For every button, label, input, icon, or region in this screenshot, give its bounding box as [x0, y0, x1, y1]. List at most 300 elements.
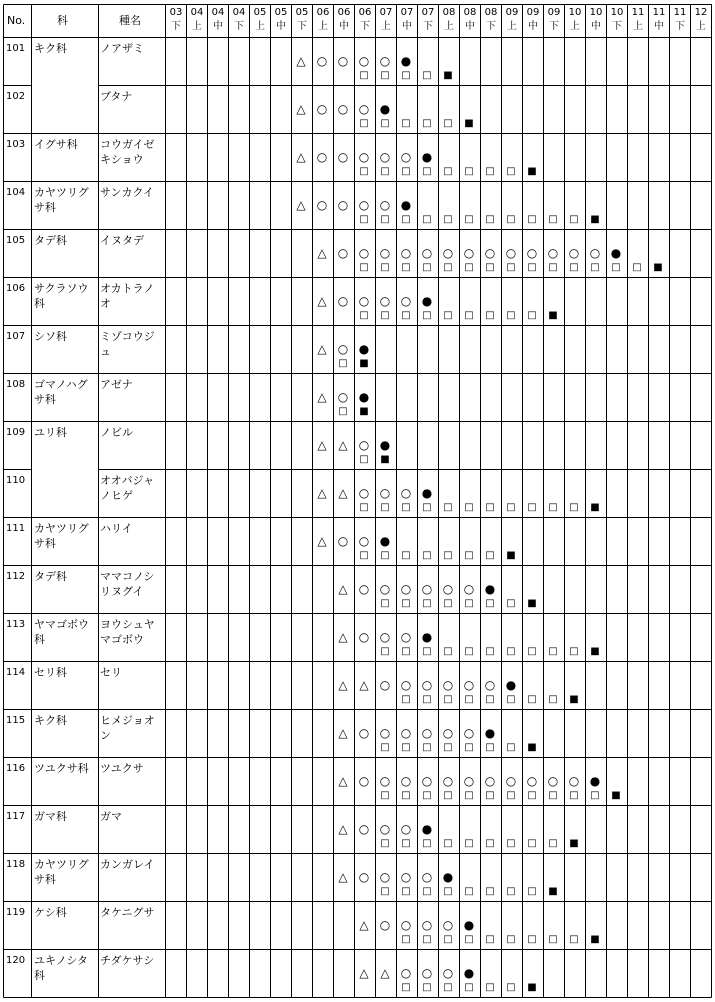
status-square: □: [443, 838, 453, 849]
row-no: 107: [6, 331, 26, 342]
row-family: ケシ科: [34, 906, 67, 919]
status-square: □: [443, 310, 453, 321]
row-species: セリ: [100, 666, 122, 679]
header-period-23: 中: [654, 21, 664, 32]
status-square: □: [422, 166, 432, 177]
status-square: □: [401, 598, 411, 609]
row-species: チダケサシ: [100, 954, 155, 967]
header-month-11: 07: [400, 7, 414, 18]
status-mark: ●: [610, 246, 622, 260]
row-species: タケニグサ: [100, 906, 155, 919]
status-mark: ○: [337, 534, 349, 548]
row-no: 120: [6, 955, 26, 966]
status-mark: ○: [358, 870, 370, 884]
status-mark: ○: [358, 198, 370, 212]
header-month-13: 08: [442, 7, 456, 18]
status-square: □: [401, 550, 411, 561]
status-square: □: [527, 214, 537, 225]
row-family: カヤツリグサ科: [34, 186, 89, 214]
row-family: タデ科: [34, 570, 67, 583]
status-mark: △: [338, 678, 348, 692]
status-square: □: [401, 886, 411, 897]
status-square: □: [443, 790, 453, 801]
status-mark: △: [338, 726, 348, 740]
status-mark: ○: [400, 486, 412, 500]
status-mark: ●: [421, 822, 433, 836]
status-square: □: [569, 214, 579, 225]
row-no: 114: [6, 667, 26, 678]
status-square: □: [506, 166, 516, 177]
status-mark: ○: [400, 726, 412, 740]
status-square: □: [401, 502, 411, 513]
status-mark: ○: [421, 678, 433, 692]
status-square: ■: [590, 934, 600, 945]
status-mark: △: [296, 54, 306, 68]
status-square: □: [485, 646, 495, 657]
status-square: □: [401, 742, 411, 753]
row-no: 116: [6, 763, 26, 774]
status-square: □: [485, 934, 495, 945]
status-square: □: [380, 598, 390, 609]
status-mark: ○: [379, 198, 391, 212]
header-month-12: 07: [421, 7, 435, 18]
status-mark: ○: [379, 54, 391, 68]
header-month-6: 05: [295, 7, 309, 18]
row-family: タデ科: [34, 234, 67, 247]
status-square: □: [422, 70, 432, 81]
status-square: □: [548, 838, 558, 849]
status-square: □: [485, 214, 495, 225]
status-mark: ●: [463, 918, 475, 932]
status-square: □: [422, 790, 432, 801]
status-mark: ●: [589, 774, 601, 788]
status-square: □: [443, 598, 453, 609]
status-mark: ○: [400, 870, 412, 884]
header-period-15: 下: [486, 21, 496, 32]
header-period-12: 下: [423, 21, 433, 32]
status-mark: △: [338, 822, 348, 836]
status-square: ■: [527, 166, 537, 177]
status-mark: ○: [442, 582, 454, 596]
status-square: □: [485, 982, 495, 993]
status-square: □: [422, 310, 432, 321]
status-square: ■: [653, 262, 663, 273]
status-square: □: [464, 934, 474, 945]
status-square: □: [359, 550, 369, 561]
status-square: □: [464, 214, 474, 225]
header-period-10: 上: [381, 21, 391, 32]
header-month-20: 10: [589, 7, 603, 18]
status-square: □: [443, 694, 453, 705]
status-square: ■: [590, 646, 600, 657]
status-square: □: [443, 886, 453, 897]
row-no: 110: [6, 475, 26, 486]
row-family: カヤツリグサ科: [34, 522, 89, 550]
status-square: □: [464, 502, 474, 513]
status-mark: ○: [379, 726, 391, 740]
status-square: □: [569, 502, 579, 513]
status-mark: ○: [379, 822, 391, 836]
status-mark: ○: [421, 918, 433, 932]
status-mark: ○: [400, 630, 412, 644]
status-mark: ○: [463, 726, 475, 740]
status-mark: ●: [379, 534, 391, 548]
status-mark: ○: [421, 774, 433, 788]
status-square: □: [548, 694, 558, 705]
status-mark: ○: [358, 822, 370, 836]
status-square: □: [422, 598, 432, 609]
header-period-25: 上: [696, 21, 706, 32]
status-square: ■: [506, 550, 516, 561]
status-mark: ○: [379, 582, 391, 596]
status-square: □: [380, 838, 390, 849]
header-period-22: 上: [633, 21, 643, 32]
status-mark: ○: [421, 870, 433, 884]
row-family: キク科: [34, 42, 67, 55]
status-mark: ○: [400, 150, 412, 164]
status-square: □: [569, 790, 579, 801]
status-square: □: [401, 166, 411, 177]
status-square: □: [527, 502, 537, 513]
status-mark: △: [359, 678, 369, 692]
status-mark: ○: [358, 534, 370, 548]
status-square: □: [485, 166, 495, 177]
status-mark: ○: [442, 726, 454, 740]
status-mark: ○: [421, 966, 433, 980]
header-month-24: 11: [673, 7, 687, 18]
status-mark: ○: [400, 246, 412, 260]
header-period-9: 下: [360, 21, 370, 32]
status-square: □: [464, 694, 474, 705]
status-square: □: [464, 982, 474, 993]
status-mark: ○: [358, 774, 370, 788]
row-species: ガマ: [100, 810, 122, 823]
status-mark: △: [338, 438, 348, 452]
status-mark: △: [338, 486, 348, 500]
status-square: □: [464, 598, 474, 609]
row-species: ハリイ: [100, 522, 133, 535]
status-square: □: [422, 934, 432, 945]
header-period-19: 上: [570, 21, 580, 32]
row-no: 104: [6, 187, 26, 198]
status-square: □: [401, 310, 411, 321]
status-square: □: [527, 646, 537, 657]
status-mark: ○: [484, 678, 496, 692]
row-species: ノビル: [100, 426, 133, 439]
status-mark: ●: [484, 726, 496, 740]
row-species: ツユクサ: [100, 762, 144, 775]
status-square: □: [359, 454, 369, 465]
status-square: □: [380, 550, 390, 561]
header-month-4: 05: [253, 7, 267, 18]
status-square: □: [464, 646, 474, 657]
status-square: □: [485, 742, 495, 753]
status-square: ■: [359, 406, 369, 417]
header-period-20: 中: [591, 21, 601, 32]
row-species: オオバジャノヒゲ: [100, 474, 155, 502]
status-mark: ○: [442, 246, 454, 260]
status-square: □: [443, 742, 453, 753]
header-month-5: 05: [274, 7, 288, 18]
row-no: 101: [6, 43, 26, 54]
status-mark: ○: [358, 246, 370, 260]
status-square: □: [401, 262, 411, 273]
status-mark: △: [317, 438, 327, 452]
status-square: □: [485, 886, 495, 897]
status-square: □: [527, 310, 537, 321]
header-month-23: 11: [652, 7, 666, 18]
header-period-3: 下: [234, 21, 244, 32]
status-square: □: [359, 310, 369, 321]
status-square: □: [443, 646, 453, 657]
status-square: □: [485, 838, 495, 849]
status-square: □: [422, 646, 432, 657]
header-period-21: 下: [612, 21, 622, 32]
header-species: 種名: [119, 14, 141, 27]
status-square: □: [506, 982, 516, 993]
status-mark: △: [338, 582, 348, 596]
status-mark: ○: [358, 150, 370, 164]
row-species: ミゾコウジュ: [100, 330, 155, 358]
status-mark: ●: [505, 678, 517, 692]
status-square: □: [338, 406, 348, 417]
status-mark: ○: [421, 582, 433, 596]
status-square: □: [359, 166, 369, 177]
status-square: □: [380, 70, 390, 81]
status-square: □: [422, 502, 432, 513]
status-mark: ○: [379, 678, 391, 692]
status-square: □: [527, 886, 537, 897]
status-square: □: [359, 70, 369, 81]
status-mark: ○: [463, 582, 475, 596]
row-family: ガマ科: [34, 810, 67, 823]
row-no: 108: [6, 379, 26, 390]
header-month-25: 12: [694, 7, 708, 18]
status-square: □: [590, 790, 600, 801]
status-square: □: [506, 742, 516, 753]
row-family: サクラソウ科: [34, 282, 89, 310]
header-month-3: 04: [232, 7, 246, 18]
header-month-21: 10: [610, 7, 624, 18]
status-square: □: [485, 550, 495, 561]
status-square: □: [401, 838, 411, 849]
status-square: □: [359, 214, 369, 225]
header-period-6: 下: [297, 21, 307, 32]
row-species: カンガレイ: [100, 858, 155, 871]
status-square: □: [506, 214, 516, 225]
status-square: □: [506, 934, 516, 945]
status-square: □: [569, 262, 579, 273]
status-mark: △: [317, 534, 327, 548]
status-mark: ○: [547, 246, 559, 260]
status-square: □: [401, 790, 411, 801]
header-period-1: 上: [192, 21, 202, 32]
status-square: □: [422, 550, 432, 561]
status-square: ■: [380, 454, 390, 465]
status-mark: ●: [379, 102, 391, 116]
row-family: シソ科: [34, 330, 67, 343]
status-mark: ●: [463, 966, 475, 980]
status-square: □: [380, 790, 390, 801]
header-month-10: 07: [379, 7, 393, 18]
header-period-13: 上: [444, 21, 454, 32]
header-period-11: 中: [402, 21, 412, 32]
status-mark: ○: [358, 726, 370, 740]
status-square: □: [443, 166, 453, 177]
status-mark: △: [296, 150, 306, 164]
header-month-15: 08: [484, 7, 498, 18]
status-square: ■: [464, 118, 474, 129]
status-mark: △: [317, 390, 327, 404]
status-square: □: [506, 838, 516, 849]
status-square: □: [380, 646, 390, 657]
header-no: No.: [7, 14, 26, 27]
header-period-14: 中: [465, 21, 475, 32]
row-no: 118: [6, 859, 26, 870]
status-mark: △: [317, 246, 327, 260]
status-square: □: [527, 838, 537, 849]
row-family: ヤマゴボウ科: [34, 618, 89, 646]
status-mark: ○: [379, 630, 391, 644]
header-month-7: 06: [316, 7, 330, 18]
status-square: □: [401, 70, 411, 81]
row-family: セリ科: [34, 666, 67, 679]
status-square: □: [422, 694, 432, 705]
status-square: □: [569, 646, 579, 657]
header-period-0: 下: [171, 21, 181, 32]
status-square: ■: [548, 886, 558, 897]
status-square: □: [359, 502, 369, 513]
status-square: □: [359, 118, 369, 129]
status-square: □: [401, 646, 411, 657]
status-mark: ○: [442, 678, 454, 692]
status-mark: ○: [463, 678, 475, 692]
status-square: □: [464, 838, 474, 849]
row-family: ユキノシタ科: [34, 954, 88, 982]
row-no: 111: [6, 523, 26, 534]
status-mark: ○: [337, 246, 349, 260]
header-month-22: 11: [631, 7, 645, 18]
status-square: ■: [548, 310, 558, 321]
header-month-9: 06: [358, 7, 372, 18]
status-mark: ○: [337, 102, 349, 116]
row-no: 115: [6, 715, 26, 726]
status-mark: ○: [337, 294, 349, 308]
status-square: □: [506, 694, 516, 705]
status-square: □: [380, 118, 390, 129]
status-square: ■: [611, 790, 621, 801]
status-mark: ●: [400, 198, 412, 212]
status-square: ■: [527, 742, 537, 753]
status-mark: △: [317, 294, 327, 308]
row-species: アゼナ: [100, 378, 133, 391]
status-mark: ●: [400, 54, 412, 68]
row-no: 106: [6, 283, 26, 294]
status-mark: ○: [442, 918, 454, 932]
status-mark: ○: [358, 630, 370, 644]
status-mark: △: [338, 774, 348, 788]
status-square: □: [485, 790, 495, 801]
status-square: □: [590, 262, 600, 273]
header-month-0: 03: [169, 7, 183, 18]
status-mark: ○: [379, 486, 391, 500]
status-mark: ○: [337, 150, 349, 164]
status-square: □: [485, 694, 495, 705]
header-period-5: 中: [276, 21, 286, 32]
header-month-8: 06: [337, 7, 351, 18]
status-mark: △: [359, 966, 369, 980]
status-mark: ○: [379, 294, 391, 308]
status-mark: ○: [463, 774, 475, 788]
status-square: □: [506, 598, 516, 609]
status-square: □: [443, 550, 453, 561]
status-mark: ○: [379, 918, 391, 932]
status-square: □: [506, 310, 516, 321]
status-square: □: [485, 502, 495, 513]
status-mark: ○: [358, 294, 370, 308]
status-square: □: [527, 262, 537, 273]
status-mark: ○: [316, 150, 328, 164]
status-mark: ○: [379, 246, 391, 260]
status-mark: ○: [589, 246, 601, 260]
status-square: □: [422, 262, 432, 273]
status-mark: △: [338, 630, 348, 644]
status-mark: ●: [358, 390, 370, 404]
status-square: □: [548, 262, 558, 273]
status-square: □: [548, 790, 558, 801]
status-mark: ○: [463, 246, 475, 260]
status-square: □: [422, 214, 432, 225]
status-square: □: [401, 118, 411, 129]
status-mark: ○: [358, 438, 370, 452]
status-square: ■: [590, 502, 600, 513]
status-square: ■: [569, 838, 579, 849]
status-square: □: [380, 310, 390, 321]
status-square: □: [338, 358, 348, 369]
status-square: □: [548, 646, 558, 657]
status-mark: ○: [400, 774, 412, 788]
status-square: □: [380, 742, 390, 753]
row-no: 103: [6, 139, 26, 150]
status-square: □: [464, 310, 474, 321]
row-family: ツユクサ科: [34, 762, 89, 775]
status-mark: ○: [379, 774, 391, 788]
header-period-18: 下: [549, 21, 559, 32]
status-mark: ●: [484, 582, 496, 596]
header-period-24: 下: [675, 21, 685, 32]
status-mark: ○: [379, 150, 391, 164]
row-no: 117: [6, 811, 26, 822]
status-square: □: [485, 262, 495, 273]
status-mark: ○: [337, 342, 349, 356]
status-square: ■: [569, 694, 579, 705]
status-mark: △: [296, 102, 306, 116]
status-mark: ○: [358, 102, 370, 116]
status-square: □: [464, 262, 474, 273]
status-square: □: [422, 886, 432, 897]
row-species: ママコノシリヌグイ: [100, 570, 155, 598]
status-mark: ●: [442, 870, 454, 884]
row-species: サンカクイ: [100, 186, 154, 199]
status-mark: ○: [526, 774, 538, 788]
status-mark: ●: [421, 630, 433, 644]
status-square: □: [401, 982, 411, 993]
status-square: □: [380, 262, 390, 273]
header-month-19: 10: [568, 7, 582, 18]
status-square: □: [380, 502, 390, 513]
status-square: ■: [359, 358, 369, 369]
header-period-16: 上: [507, 21, 517, 32]
